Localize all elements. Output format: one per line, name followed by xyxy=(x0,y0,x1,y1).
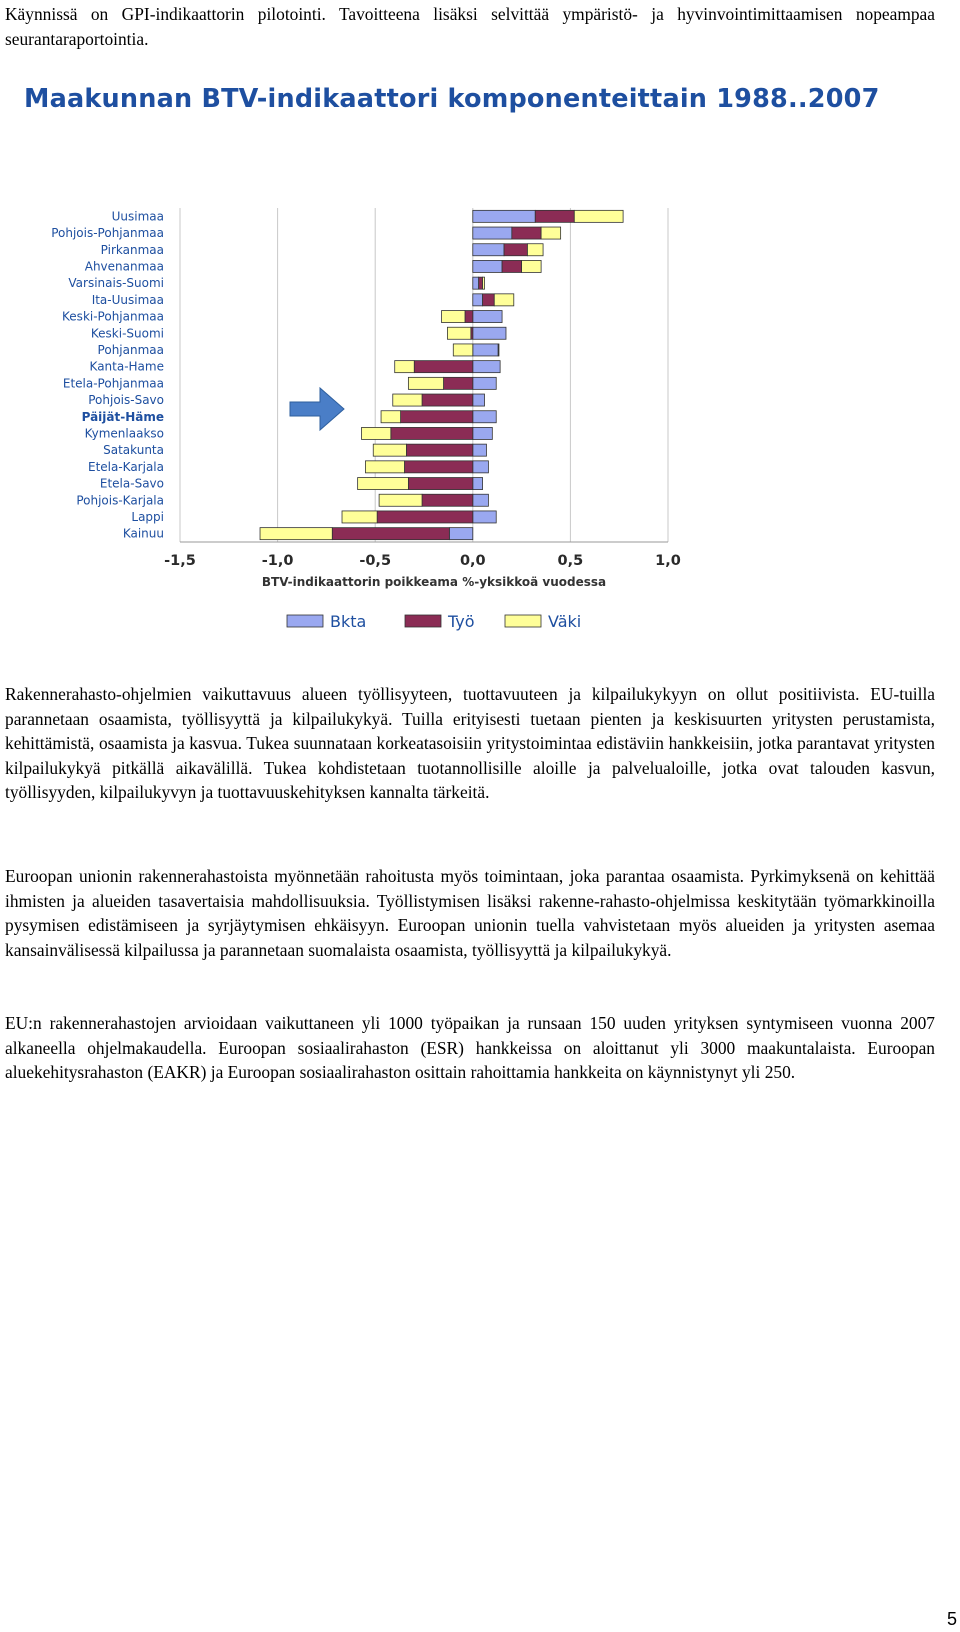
legend-swatch xyxy=(405,615,441,627)
x-tick-label: -1,5 xyxy=(164,553,196,569)
bar-segment xyxy=(527,244,543,256)
x-tick-label: -1,0 xyxy=(261,553,294,569)
category-label: Etela-Pohjanmaa xyxy=(62,376,164,391)
legend-label: Bkta xyxy=(330,612,367,631)
bar-segment xyxy=(393,394,422,406)
bar-segment xyxy=(473,227,512,239)
category-label: Kainuu xyxy=(122,526,164,541)
bar-segment xyxy=(379,494,422,506)
bar-segment xyxy=(422,494,473,506)
category-label: Pirkanmaa xyxy=(100,242,164,257)
bar-segment xyxy=(422,394,473,406)
bar-segment xyxy=(473,361,500,373)
category-labels xyxy=(51,209,164,540)
bar-segment xyxy=(408,377,443,389)
bar-segment xyxy=(473,427,493,439)
body-paragraph-2: Euroopan unionin rakennerahastoista myönnetään rahoitusta myös toimintaan, joka parantaa osaamista. Pyrkimyksenä on kehittää ihmisten ja alueiden tasavertaisia mahdollisuuksia. Työllistymisen lisäksi rakenne-rahasto-ohjelmissa keskitytään työmarkkinoilla pysymisen edistämiseen ja syrjäytymisen ehkäisyyn. Euroopan unionin tuella vahvistetaan myös alueiden ja yritysten asemaa kansainvälisessä kilpailussa ja parannetaan suomalaista osaamista, työllisyyttä ja kilpailukykyä. xyxy=(5,866,935,960)
bar-segment xyxy=(473,210,535,222)
bar-segment xyxy=(401,411,473,423)
category-label: Päijät-Häme xyxy=(81,409,164,424)
category-label: Varsinais-Suomi xyxy=(68,276,164,291)
chart-bars xyxy=(260,210,623,539)
bar-segment xyxy=(473,461,489,473)
category-label: Kanta-Hame xyxy=(89,359,164,374)
bar-segment xyxy=(447,327,470,339)
bar-segment xyxy=(442,311,465,323)
bar-segment xyxy=(332,528,449,540)
bar-segment xyxy=(473,294,483,306)
bar-segment xyxy=(473,394,485,406)
bar-segment xyxy=(449,528,472,540)
x-tick-label: 0,5 xyxy=(557,553,584,569)
legend-label: Väki xyxy=(548,612,582,631)
bar-segment xyxy=(473,260,502,272)
category-label: Kymenlaakso xyxy=(84,426,164,441)
bar-segment xyxy=(473,444,487,456)
bar-segment xyxy=(365,461,404,473)
category-label: Ita-Uusimaa xyxy=(91,292,164,307)
bar-segment xyxy=(473,327,506,339)
bar-segment xyxy=(535,210,574,222)
x-tick-label: 0,0 xyxy=(459,553,486,569)
bar-segment xyxy=(504,244,527,256)
bar-segment xyxy=(473,277,479,289)
category-label: Satakunta xyxy=(103,443,164,458)
bar-segment xyxy=(574,210,623,222)
highlight-arrow-icon xyxy=(290,388,344,430)
category-label: Ahvenanmaa xyxy=(84,259,164,274)
bar-segment xyxy=(502,260,522,272)
bar-segment xyxy=(473,411,496,423)
bar-segment xyxy=(473,511,496,523)
bar-segment xyxy=(473,494,489,506)
category-label: Pohjanmaa xyxy=(97,342,164,357)
bar-segment xyxy=(395,361,415,373)
category-label: Pohjois-Savo xyxy=(88,393,164,408)
category-label: Keski-Pohjanmaa xyxy=(62,309,164,324)
chart-grid xyxy=(180,208,668,542)
bar-segment xyxy=(408,478,472,490)
body-paragraph-1: Rakennerahasto-ohjelmien vaikuttavuus alueen työllisyyteen, tuottavuuteen ja kilpailukykyyn on ollut positiivista. EU-tuilla parannetaan osaamista, työllisyyttä ja kilpailukykyä. Tuilla erityisesti tuetaan pienten ja keskisuurten yritysten perustamista, kehittämistä, osaamista ja kasvua. Tukea suunnataan korkeatasoisiin yritystoimintaa edistäviin hankkeisiin, jotka parantavat yritysten kilpailukykyä pitkällä aikavälillä. Tukea kohdistetaan tuotannollisille aloille ja palvelualoille, jotka ovat talouden kasvun, työllisyyden, kilpailukyvyn ja tuottavuuskehityksen kannalta tärkeitä. xyxy=(5,684,935,803)
bar-segment xyxy=(453,344,473,356)
bar-segment xyxy=(541,227,561,239)
bar-segment xyxy=(494,294,514,306)
x-axis-label: BTV-indikaattorin poikkeama %-yksikkoä vuodessa xyxy=(261,575,607,589)
bar-segment xyxy=(358,478,409,490)
bar-segment xyxy=(473,377,496,389)
bar-segment xyxy=(473,344,498,356)
bar-segment xyxy=(473,478,483,490)
btv-indicator-chart xyxy=(0,195,720,645)
category-label: Pohjois-Karjala xyxy=(76,493,164,508)
bar-segment xyxy=(465,311,473,323)
bar-segment xyxy=(404,461,472,473)
bar-segment xyxy=(483,294,495,306)
bar-segment xyxy=(362,427,391,439)
category-label: Etela-Karjala xyxy=(87,459,164,474)
bar-segment xyxy=(373,444,406,456)
bar-segment xyxy=(479,277,483,289)
bar-segment xyxy=(473,244,504,256)
bar-segment xyxy=(498,344,499,356)
page-number: 5 xyxy=(946,1609,957,1629)
bar-segment xyxy=(342,511,377,523)
bar-segment xyxy=(483,277,485,289)
bar-segment xyxy=(377,511,473,523)
body-paragraph-3: EU:n rakennerahastojen arvioidaan vaikuttaneen yli 1000 työpaikan ja runsaan 150 uuden yrityksen syntymiseen vuonna 2007 alkaneella ohjelmakaudella. Euroopan sosiaalirahaston (ESR) hankkeissa on aloittanut yli 3000 maakuntalaista. Euroopan aluekehitysrahaston (EAKR) ja Euroopan sosiaalirahaston osittain rahoittamia hankkeita on käynnistynyt yli 250. xyxy=(5,1013,935,1083)
bar-segment xyxy=(473,311,502,323)
bar-segment xyxy=(381,411,401,423)
chart-legend xyxy=(287,612,581,631)
category-label: Uusimaa xyxy=(111,209,164,224)
legend-swatch xyxy=(505,615,541,627)
category-label: Lappi xyxy=(131,509,164,524)
category-label: Keski-Suomi xyxy=(90,326,164,341)
intro-paragraph: Käynnissä on GPI-indikaattorin pilotointi. Tavoitteena lisäksi selvittää ympäristö- ja hyvinvointimittaamisen nopeampaa seurantaraportointia. xyxy=(5,4,935,49)
x-tick-label: -0,5 xyxy=(359,553,392,569)
bar-segment xyxy=(522,260,542,272)
legend-swatch xyxy=(287,615,323,627)
legend-label: Työ xyxy=(448,612,475,631)
bar-segment xyxy=(406,444,472,456)
x-tick-label: 1,0 xyxy=(655,553,681,569)
category-label: Etela-Savo xyxy=(99,476,164,491)
bar-segment xyxy=(391,427,473,439)
bar-segment xyxy=(444,377,473,389)
bar-segment xyxy=(512,227,541,239)
chart-title: Maakunnan BTV-indikaattori komponenteittain 1988..2007 xyxy=(24,84,880,114)
bar-segment xyxy=(260,528,332,540)
bar-segment xyxy=(414,361,473,373)
x-tick-labels xyxy=(164,553,681,569)
category-label: Pohjois-Pohjanmaa xyxy=(51,226,164,241)
